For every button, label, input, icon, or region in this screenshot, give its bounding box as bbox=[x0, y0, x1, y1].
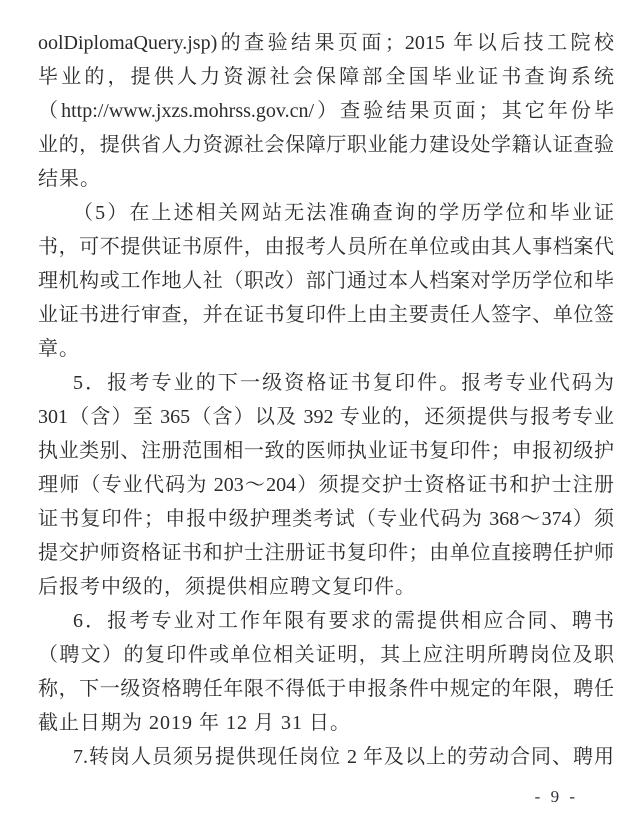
text-line: 7.转岗人员须另提供现任岗位 2 年及以上的劳动合同、聘用 bbox=[73, 746, 614, 768]
text-line: 理师（专业代码为 203～204）须提交护士资格证书和护士注册 bbox=[38, 474, 614, 496]
text-line: 6．报考专业对工作年限有要求的需提供相应合同、聘书 bbox=[73, 610, 614, 632]
text-line: 业证书进行审查，并在证书复印件上由主要责任人签字、单位签 bbox=[38, 304, 614, 326]
text-line: 证书复印件；申报中级护理类考试（专业代码为 368～374）须 bbox=[38, 508, 614, 530]
text-line: 执业类别、注册范围相一致的医师执业证书复印件；申报初级护 bbox=[38, 440, 614, 462]
text-line: 称，下一级资格聘任年限不得低于申报条件中规定的年限，聘任 bbox=[38, 678, 614, 700]
document-body bbox=[38, 26, 614, 774]
text-line: 书，可不提供证书原件，由报考人员所在单位或由其人事档案代 bbox=[38, 236, 614, 258]
text-line: （聘文）的复印件或单位相关证明，其上应注明所聘岗位及职 bbox=[38, 644, 614, 666]
text-line: oolDiplomaQuery.jsp)的查验结果页面；2015 年以后技工院校 bbox=[38, 32, 614, 54]
text-line: （http://www.jxzs.mohrss.gov.cn/）查验结果页面；其它年份毕 bbox=[38, 100, 614, 122]
text-line: 章。 bbox=[38, 338, 80, 360]
text-line: （5）在上述相关网站无法准确查询的学历学位和毕业证 bbox=[73, 202, 614, 224]
text-line: 毕业的，提供人力资源社会保障部全国毕业证书查询系统 bbox=[38, 66, 614, 88]
page-number: - 9 - bbox=[534, 787, 578, 806]
text-line: 业的，提供省人力资源社会保障厅职业能力建设处学籍认证查验 bbox=[38, 134, 614, 156]
text-line: 提交护师资格证书和护士注册证书复印件；由单位直接聘任护师 bbox=[38, 542, 614, 564]
text-line: 截止日期为 2019 年 12 月 31 日。 bbox=[38, 712, 351, 734]
text-line: 理机构或工作地人社（职改）部门通过本人档案对学历学位和毕 bbox=[38, 270, 614, 292]
text-line: 结果。 bbox=[38, 168, 101, 190]
text-line: 301（含）至 365（含）以及 392 专业的，还须提供与报考专业 bbox=[38, 406, 614, 428]
text-line: 5．报考专业的下一级资格证书复印件。报考专业代码为 bbox=[73, 372, 614, 394]
text-line: 后报考中级的，须提供相应聘文复印件。 bbox=[38, 576, 416, 598]
